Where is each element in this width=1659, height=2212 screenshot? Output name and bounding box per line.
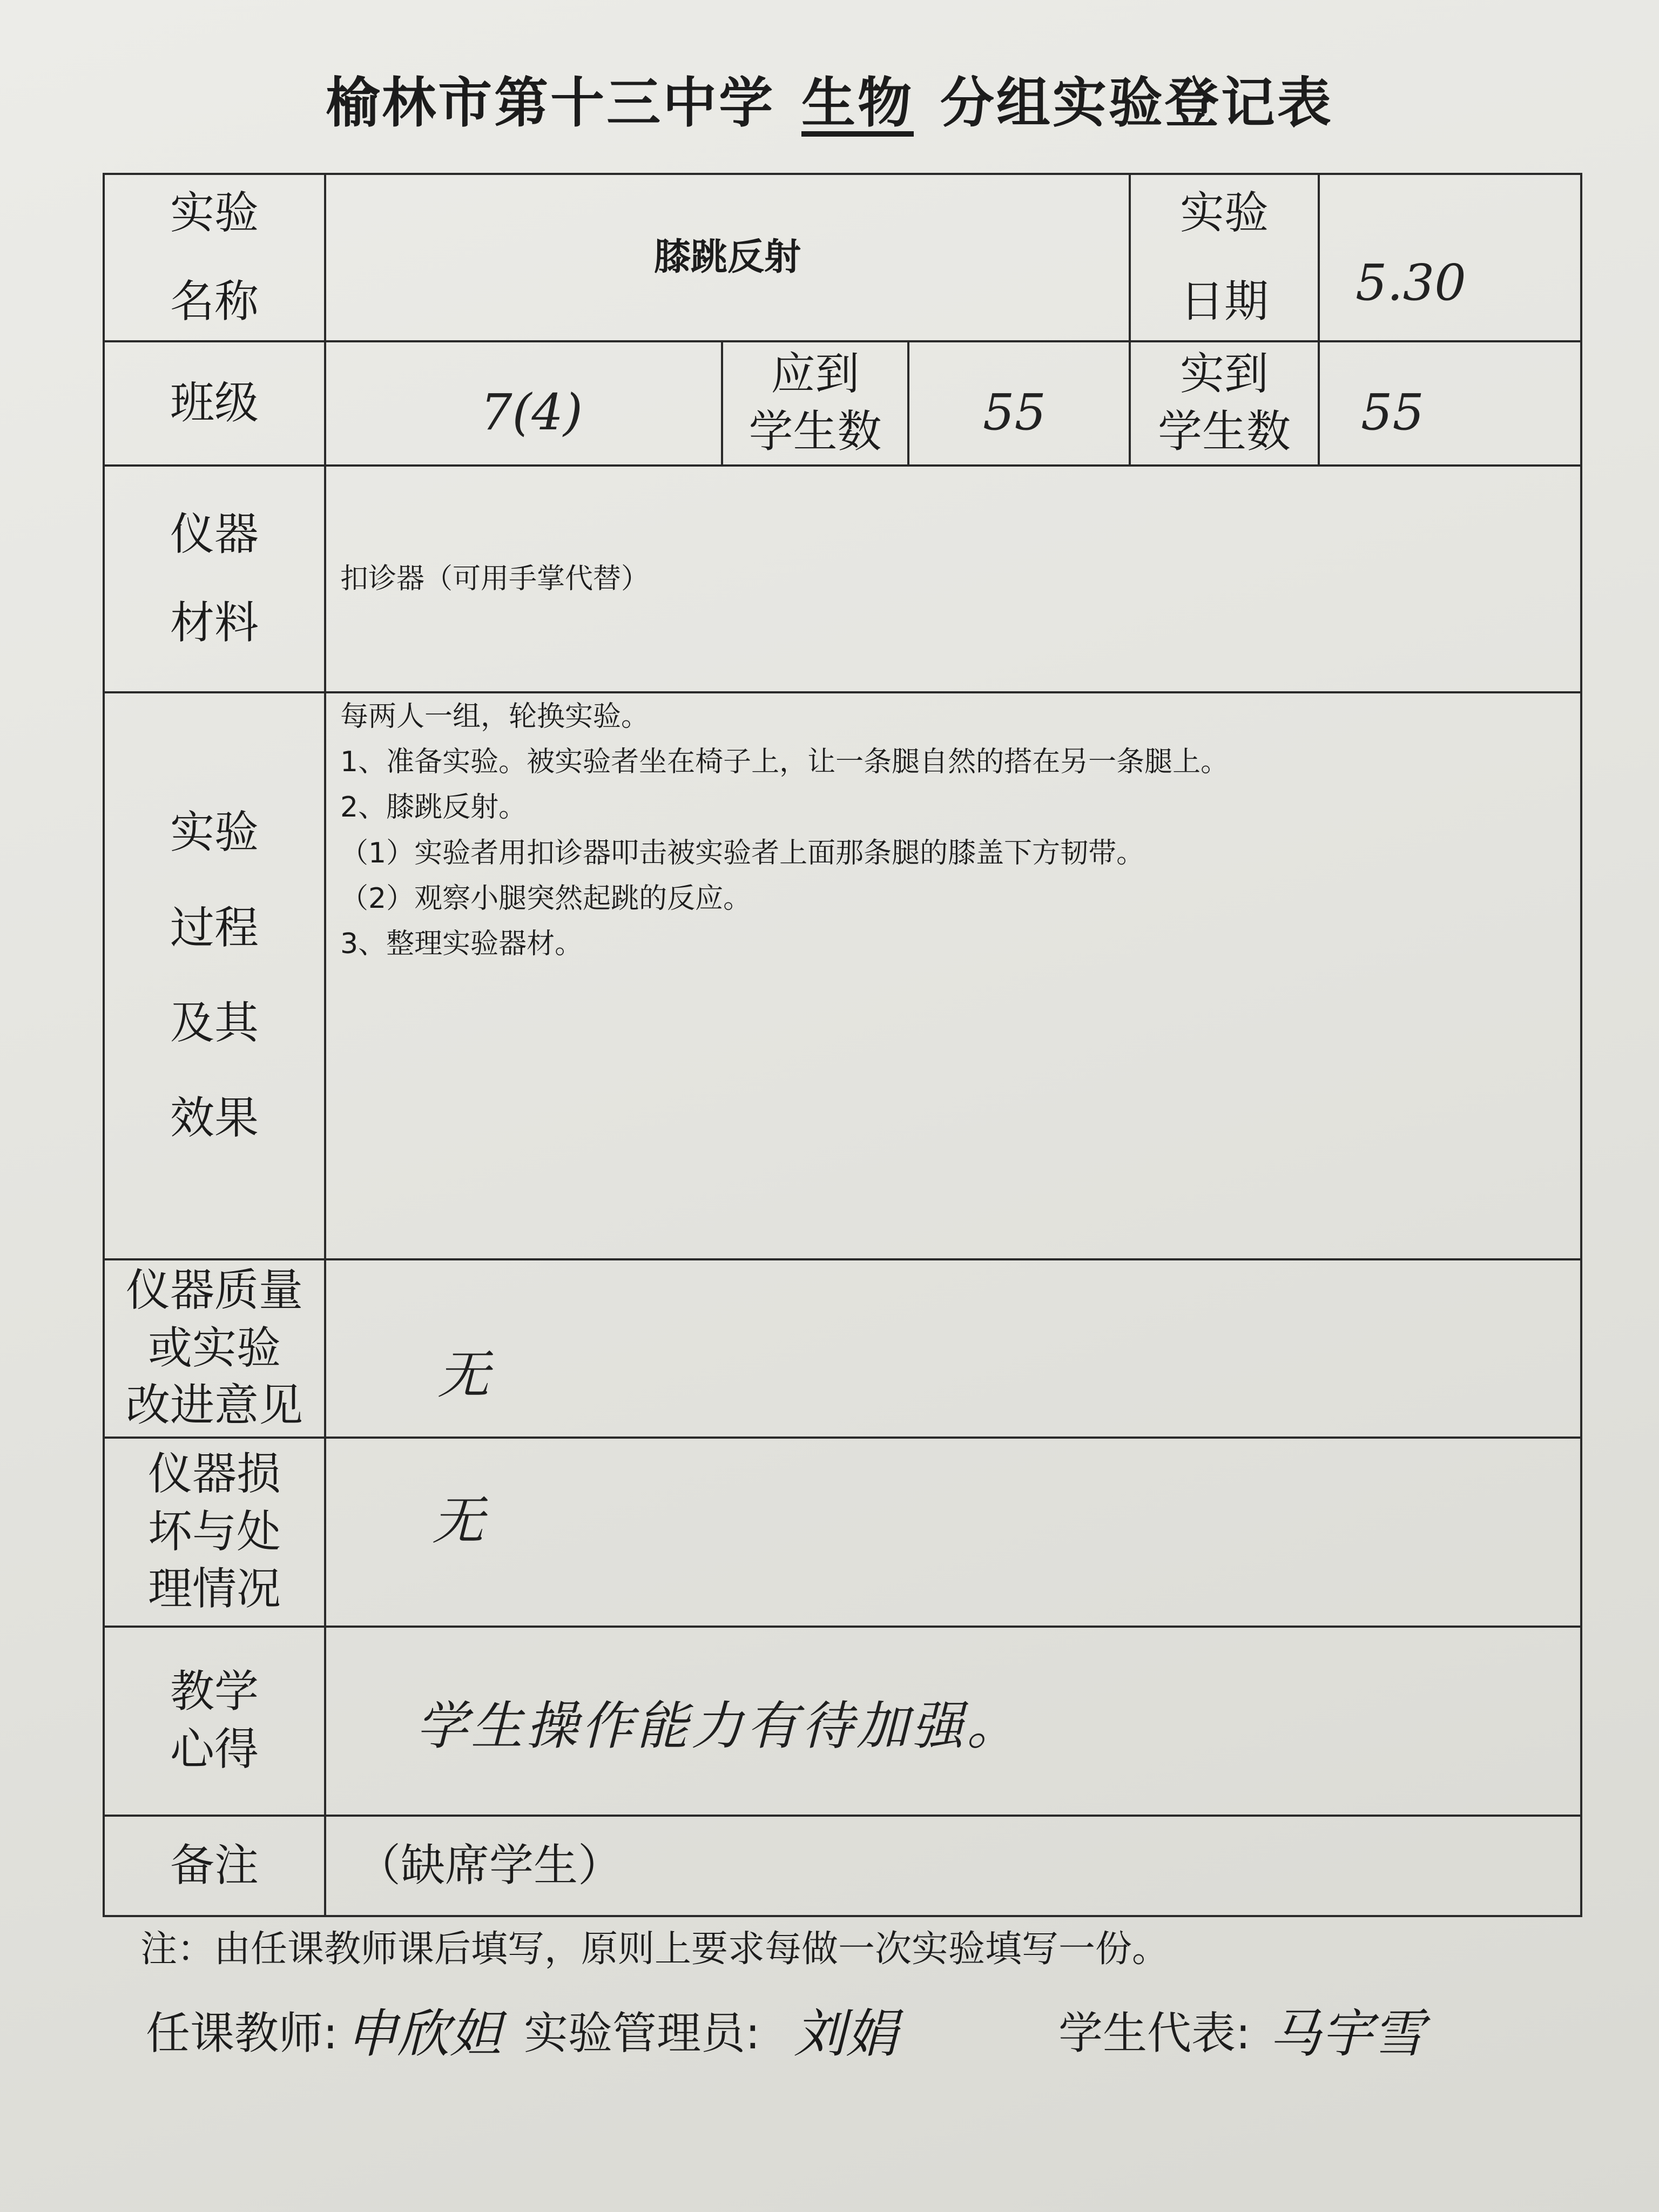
label-actual-students: 实到 学生数 (1157, 348, 1291, 457)
label-remarks: 备注 (170, 1839, 259, 1891)
lab-manager-label: 实验管理员: (524, 2008, 760, 2059)
label-equipment: 仪器 材料 (170, 509, 259, 649)
subject-name: 生物 (801, 71, 914, 134)
label-experiment-date: 实验 日期 (1179, 187, 1269, 327)
column-divider (907, 340, 909, 464)
label-column-divider (324, 173, 326, 1917)
footer-note: 注：由任课教师课后填写，原则上要求每做一次实验填写一份。 (140, 1928, 1169, 1971)
experiment-date-value: 5.30 (1355, 254, 1466, 312)
teacher-label: 任课教师: (146, 2008, 338, 2059)
lab-manager-signature: 刘娟 (794, 2004, 898, 2064)
teacher-signature: 申欣妲 (346, 2004, 501, 2064)
registration-table (103, 173, 1582, 1917)
form-title (0, 59, 1659, 137)
experiment-name-value: 膝跳反射 (653, 236, 801, 279)
label-damage: 仪器损 坏与处 理情况 (147, 1448, 281, 1615)
table-border-right (1580, 173, 1582, 1917)
improvement-value: 无 (437, 1345, 493, 1405)
form-name: 分组实验登记表 (940, 71, 1333, 134)
equipment-value: 扣诊器（可用手掌代替） (340, 563, 650, 595)
student-rep-label: 学生代表: (1058, 2008, 1251, 2059)
label-improvement: 仪器质量 或实验 改进意见 (125, 1265, 303, 1432)
label-class: 班级 (170, 377, 259, 429)
label-procedure: 实验 过程 及其 效果 (170, 807, 259, 1144)
actual-students-value: 55 (1361, 383, 1425, 441)
expected-students-value: 55 (983, 383, 1047, 441)
column-divider (1318, 173, 1320, 464)
label-reflection: 教学 心得 (170, 1666, 259, 1775)
school-name: 榆林市第十三中学 (326, 71, 775, 134)
class-value: 7(4) (481, 383, 583, 441)
damage-value: 无 (432, 1491, 487, 1551)
remarks-value: （缺席学生） (356, 1839, 623, 1891)
label-expected-students: 应到 学生数 (748, 348, 882, 457)
reflection-value: 学生操作能力有待加强。 (416, 1696, 1022, 1756)
student-rep-signature: 马宇雪 (1269, 2004, 1425, 2064)
procedure-text: 每两人一组，轮换实验。 1、准备实验。被实验者坐在椅子上，让一条腿自然的搭在另一条腿上。 2、膝跳反射。 （1）实验者用扣诊器叩击被实验者上面那条腿的膝盖下方韧带。 （2）观察小腿突然起跳的反应。 3、整理实验器材。 (340, 700, 1229, 961)
label-experiment-name: 实验 名称 (170, 187, 259, 327)
